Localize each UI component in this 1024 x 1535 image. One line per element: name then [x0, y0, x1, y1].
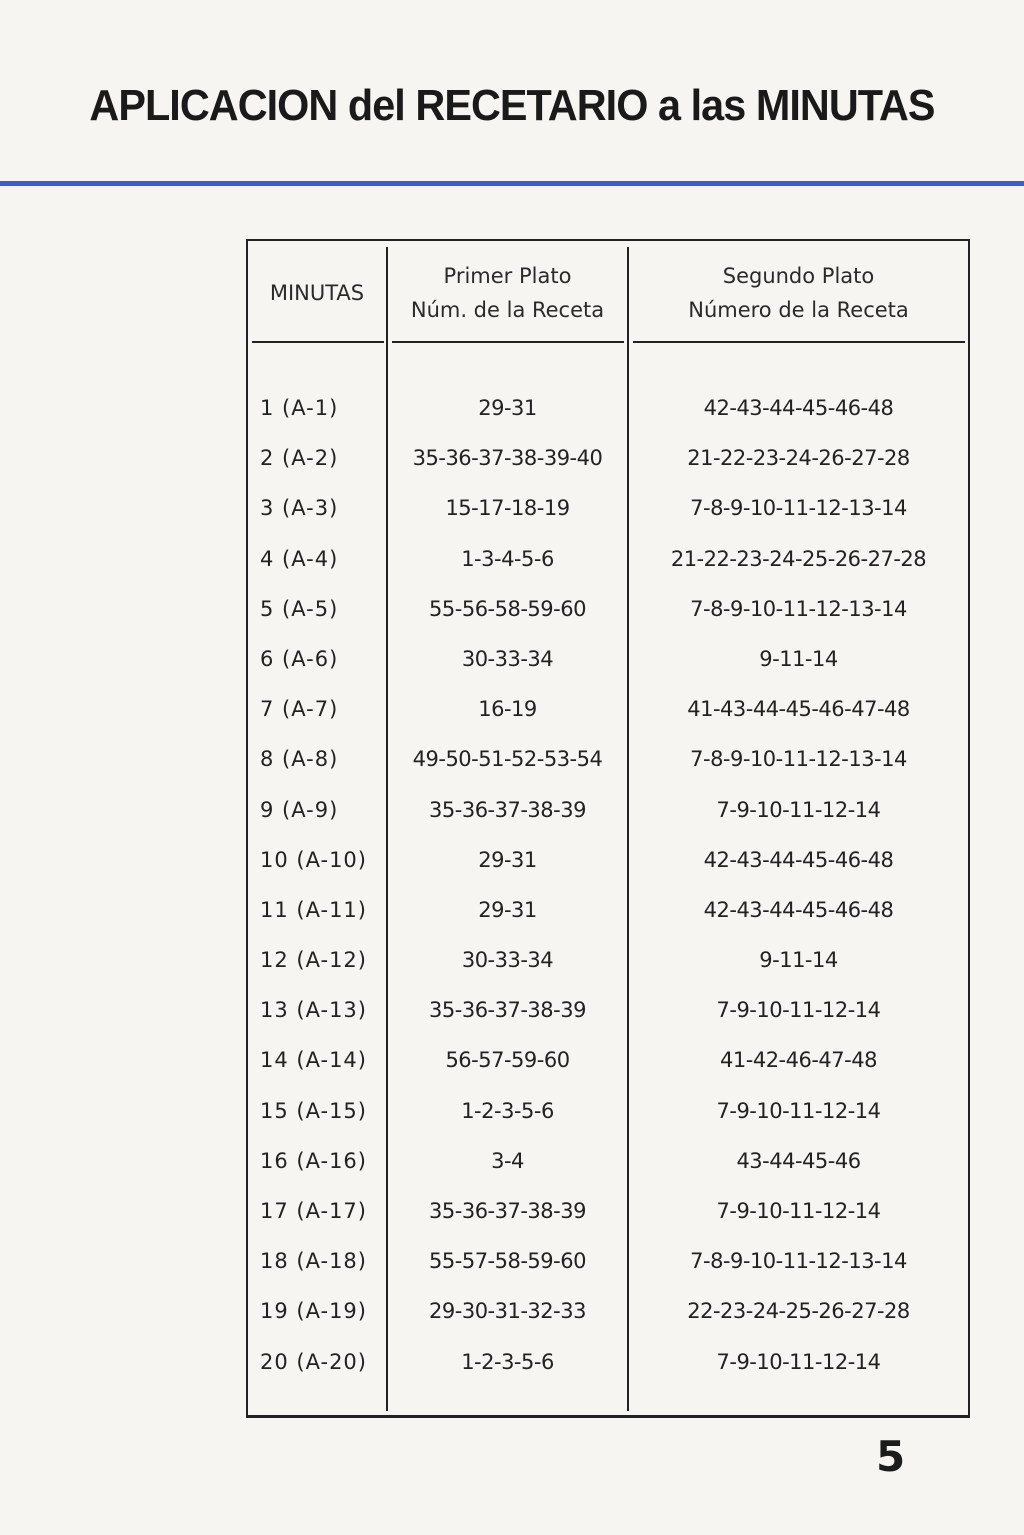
minuta-cell: 12 (A-12): [260, 948, 367, 973]
primer-plato-cell: 55-57-58-59-60: [429, 1249, 586, 1274]
table-row: [248, 1086, 968, 1136]
primer-plato-cell: 16-19: [478, 697, 537, 722]
segundo-plato-cell: 7-8-9-10-11-12-13-14: [690, 496, 907, 521]
header-minutas-label: MINUTAS: [269, 281, 365, 305]
table-row: [248, 885, 968, 935]
table-row: [248, 483, 968, 533]
header-underline: [252, 341, 384, 343]
table-row: [248, 1035, 968, 1085]
header-underline: [633, 341, 965, 343]
segundo-plato-cell: 7-8-9-10-11-12-13-14: [690, 1249, 907, 1274]
page-number: 5: [876, 1432, 906, 1481]
segundo-plato-cell: 9-11-14: [759, 948, 838, 973]
minuta-cell: 16 (A-16): [260, 1148, 367, 1173]
table-row: [248, 534, 968, 584]
minuta-cell: 20 (A-20): [260, 1349, 367, 1374]
header-primer-plato-line2: Núm. de la Receta: [410, 298, 605, 322]
minuta-cell: 14 (A-14): [260, 1048, 367, 1073]
primer-plato-cell: 15-17-18-19: [445, 496, 570, 521]
primer-plato-cell: 30-33-34: [461, 646, 554, 671]
primer-plato-cell: 55-56-58-59-60: [429, 596, 586, 621]
minuta-cell: 9 (A-9): [260, 797, 339, 822]
table-row: [248, 935, 968, 985]
minuta-cell: 10 (A-10): [260, 847, 367, 872]
table-row: [248, 584, 968, 634]
segundo-plato-cell: 22-23-24-25-26-27-28: [687, 1299, 910, 1324]
table-row: [248, 1136, 968, 1186]
header-primer-plato: [388, 253, 627, 333]
table-row: [248, 433, 968, 483]
segundo-plato-cell: 7-9-10-11-12-14: [716, 1098, 881, 1123]
header-segundo-plato: [629, 253, 968, 333]
primer-plato-cell: 35-36-37-38-39: [429, 797, 586, 822]
primer-plato-cell: 35-36-37-38-39-40: [412, 446, 603, 471]
table-row: [248, 734, 968, 784]
header-primer-plato-line1: Primer Plato: [443, 264, 572, 288]
table-row: [248, 1186, 968, 1236]
primer-plato-cell: 56-57-59-60: [445, 1048, 570, 1073]
table-row: [248, 835, 968, 885]
minuta-cell: 17 (A-17): [260, 1199, 367, 1223]
primer-plato-cell: 49-50-51-52-53-54: [412, 747, 603, 772]
primer-plato-cell: 29-31: [478, 847, 537, 872]
table-row: [248, 684, 968, 734]
header-underline: [392, 341, 624, 343]
segundo-plato-cell: 7-9-10-11-12-14: [716, 797, 881, 822]
minuta-cell: 7 (A-7): [260, 697, 339, 722]
table-body: [248, 383, 968, 1387]
primer-plato-cell: 29-31: [478, 396, 537, 420]
minuta-cell: 3 (A-3): [260, 496, 339, 521]
segundo-plato-cell: 42-43-44-45-46-48: [703, 396, 894, 420]
segundo-plato-cell: 41-42-46-47-48: [720, 1048, 877, 1073]
segundo-plato-cell: 9-11-14: [759, 646, 838, 671]
header-minutas: [248, 253, 386, 333]
minuta-cell: 19 (A-19): [260, 1299, 367, 1324]
segundo-plato-cell: 43-44-45-46: [736, 1148, 861, 1173]
table-row: [248, 1286, 968, 1336]
table-row: [248, 1236, 968, 1286]
minuta-cell: 5 (A-5): [260, 596, 339, 621]
minuta-cell: 11 (A-11): [260, 897, 367, 922]
minuta-cell: 13 (A-13): [260, 998, 367, 1023]
table-row: [248, 1337, 968, 1387]
primer-plato-cell: 35-36-37-38-39: [429, 1199, 586, 1223]
table-row: [248, 785, 968, 835]
primer-plato-cell: 1-2-3-5-6: [461, 1098, 554, 1123]
minuta-cell: 4 (A-4): [260, 546, 339, 571]
segundo-plato-cell: 42-43-44-45-46-48: [703, 897, 894, 922]
minuta-cell: 1 (A-1): [260, 396, 339, 420]
segundo-plato-cell: 7-8-9-10-11-12-13-14: [690, 747, 907, 772]
primer-plato-cell: 35-36-37-38-39: [429, 998, 586, 1023]
title-divider: [0, 181, 1024, 186]
segundo-plato-cell: 41-43-44-45-46-47-48: [687, 697, 910, 722]
primer-plato-cell: 1-3-4-5-6: [461, 546, 554, 571]
segundo-plato-cell: 21-22-23-24-25-26-27-28: [670, 546, 927, 571]
minuta-cell: 8 (A-8): [260, 747, 339, 772]
table-row: [248, 383, 968, 433]
primer-plato-cell: 30-33-34: [461, 948, 554, 973]
segundo-plato-cell: 7-9-10-11-12-14: [716, 998, 881, 1023]
minuta-cell: 15 (A-15): [260, 1098, 367, 1123]
header-segundo-plato-line2: Número de la Receta: [688, 298, 909, 322]
primer-plato-cell: 29-31: [478, 897, 537, 922]
primer-plato-cell: 1-2-3-5-6: [461, 1349, 554, 1374]
header-segundo-plato-line1: Segundo Plato: [722, 264, 875, 288]
minuta-cell: 6 (A-6): [260, 646, 339, 671]
minuta-cell: 18 (A-18): [260, 1249, 367, 1274]
segundo-plato-cell: 7-9-10-11-12-14: [716, 1199, 881, 1223]
segundo-plato-cell: 42-43-44-45-46-48: [703, 847, 894, 872]
minuta-cell: 2 (A-2): [260, 446, 339, 471]
primer-plato-cell: 3-4: [491, 1148, 524, 1173]
table-row: [248, 634, 968, 684]
table-row: [248, 985, 968, 1035]
segundo-plato-cell: 7-9-10-11-12-14: [716, 1349, 881, 1374]
primer-plato-cell: 29-30-31-32-33: [429, 1299, 586, 1324]
page-title: APLICACION del RECETARIO a las MINUTAS: [89, 81, 935, 130]
recipe-table: [246, 239, 970, 1418]
segundo-plato-cell: 7-8-9-10-11-12-13-14: [690, 596, 907, 621]
segundo-plato-cell: 21-22-23-24-26-27-28: [687, 446, 910, 471]
